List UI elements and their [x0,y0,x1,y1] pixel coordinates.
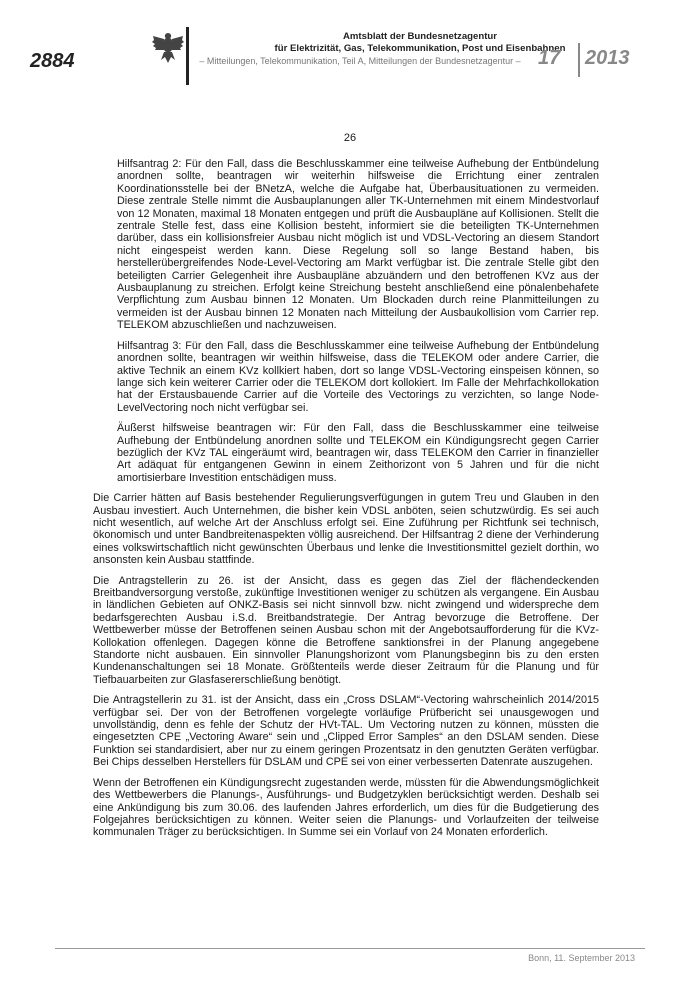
footer-divider [55,948,645,949]
paragraph-hilfsantrag-3: Hilfsantrag 3: Für den Fall, dass die Beschlusskammer eine teilweise Aufhebung der Entbündelung anordnen sollte, beantragen wir weithin hilfsweise, dass die TELEKOM oder andere Carrier, die aktive Technik an einem KVz kollkiert haben, dort so lange VDSL-Vectoring einspeisen können, so lange sich kein weiterer Carrier oder die TELEKOM dort kollokiert. Im Falle der Mehrfachkollokation hat der Erstausbauende Carrier auf die Vorteile des Vectorings zu verzichten, so lange Node-LevelVectoring noch nicht verfügbar sei. [117,339,599,414]
page-number-center: 26 [343,132,357,144]
paragraph-antragstellerin-26: Die Antragstellerin zu 26. ist der Ansicht, dass es gegen das Ziel der flächendeckenden Breitbandversorgung verstoße, zukünftige Investitionen weniger zu schützen als vergangene. Ein Ausbau in ländlichen Gebieten auf ONKZ-Basis sei nicht sinnvoll bzw. nicht zwingend und widerspreche dem bedarfsgerechten Ausbau i.S.d. Breitbandstrategie. Der Antrag bevorzuge die Betroffene. Der Wettbewerber müsse der Betroffenen seinen Ausbau schon mit der Angebotsaufforderung für die KVz-Kollokation offenlegen. Dagegen könne die Betroffene sanktionsfrei in der Planung angegebene Standorte nicht ausbauen. Ein sinnvoller Planungshorizont vom Planungsbeginn bis zu den ersten Kundenanschaltungen sei 18 Monate. Größtenteils werde dieser Zeitraum für die Planung und für Tiefbauarbeiten zur Glasfasererschließung benötigt. [93,574,599,686]
paragraph-hilfsantrag-2: Hilfsantrag 2: Für den Fall, dass die Beschlusskammer eine teilweise Aufhebung der Entbündelung anordnen sollte, beantragen wir weiterhin hilfsweise die Errichtung einer zentralen Koordinationsstelle bei der BNetzA, welche die Aufgabe hat, Überbausituationen zu vermeiden. Diese zentrale Stelle nimmt die Ausbauplanungen aller TK-Unternehmen mit einem Mindestvorlauf von 12 Monaten, maximal 18 Monaten entgegen und prüft die Ausbaupläne auf Kollisionen. Stellt die zentrale Stelle fest, dass eine Kollision besteht, informiert sie die beteiligten TK-Unternehmen darüber, dass ein kollisionsfreier Ausbau nicht möglich ist und VDSL-Vectoring an diesem Standort nicht eingespeist werden kann. Diese Regelung soll so lange Bestand haben, bis herstellerübergreifendes Node-Level-Vectoring am Markt verfügbar ist. Die zentrale Stelle gibt den beteiligten Carrier Gelegenheit ihre Ausbaupläne abzuändern und den betroffenen KVz aus der Ausbauplanung zu streichen. Erfolgt keine Streichung besteht anschließend eine pönalenbehafete Verpflichtung zum Ausbau binnen 12 Monaten. Um Blockaden durch reine Planmitteilungen zu vermeiden ist der Ausbau binnen 12 Monaten nach Mitteilung der Ausbaukollision vom Carrier rep. TELEKOM abzuschließen und nachzuweisen. [117,158,599,332]
paragraph-carrier: Die Carrier hätten auf Basis bestehender Regulierungsverfügungen in gutem Treu und Glauben in den Ausbau investiert. Auch Unternehmen, die bisher kein VDSL anböten, seien schutzwürdig. Es sei auch nicht wesentlich, auf welche Art der Anschluss erfolgt sei. Eine Zuführung per Richtfunk sei technisch, ökonomisch und unter Bandbreitenaspekten völlig ausreichend. Der Hilfsantrag 2 diene der Verhinderung eines volkswirtschaftlich nicht gewünschten Überbaus und lenke die Investitionsmittel gezielt dorthin, wo ansonsten kein Ausbau stattfinde. [93,492,599,567]
paragraph-kuendigungsrecht: Wenn der Betroffenen ein Kündigungsrecht zugestanden werde, müssten für die Abwendungsmöglichkeit des Wettbewerbers die Planungs-, Ausführungs- und Budgetzyklen berücksichtigt werden. Deshalb sei eine Ankündigung bis zum 30.06. des laufenden Jahres erforderlich, um dies für die Budgetierung des Folgejahres berücksichtigen zu können. Weiter seien die Planungs- und Vorlaufzeiten der teilweise kommunalen Träger zu berücksichtigen. In Summe sei ein Vorlauf von 24 Monaten erforderlich. [93,776,599,839]
journal-title [190,31,650,54]
journal-subtitle: – Mitteilungen, Telekommunikation, Teil A, Mitteilungen der Bundesnetzagentur – [199,56,521,66]
journal-title-line2: für Elektrizität, Gas, Telekommunikation, Post und Eisenbahnen [274,42,566,54]
journal-title-line1: Amtsblatt der Bundesnetzagentur [342,31,498,42]
issue-number: 17 [538,47,561,69]
paragraph-aeusserst-hilfsweise: Äußerst hilfsweise beantragen wir: Für den Fall, dass die Beschlusskammer eine teilweise Aufhebung der Entbündelung anordnen sollte und TELEKOM ein Kündigungsrecht gegen Carrier bezüglich der KVz TAL eingeräumt wird, beantragen wir, dass TELEKOM den Carrier in finanzieller Art adäquat für entgangenen Gewinn in einem Zeithorizont von 5 Jahren und für die nicht amortisierbare Investition entschädigen muss. [117,422,599,484]
federal-eagle-icon [151,30,185,66]
header-divider-right [578,43,580,77]
footer-place-date: Bonn, 11. September 2013 [528,953,635,963]
document-body [93,158,599,847]
header-page-number: 2884 [30,50,75,72]
header-divider-left [186,27,189,85]
paragraph-antragstellerin-31: Die Antragstellerin zu 31. ist der Ansicht, dass ein „Cross DSLAM“-Vectoring wahrscheinlich 2014/2015 verfügbar sei. Der von der Betroffenen vorgelegte vorläufige Prüfbericht sei unausgewogen und unvollständig, denn es fehle der Schutz der HVt-TAL. Um Vectoring nutzen zu können, müssten die eingesetzten CPE „Vectoring Aware“ sein und „Clipped Error Samples“ an den DSLAM senden. Diese Funktion sei standardisiert, aber nur zu einem geringen Prozentsatz in den genutzten Geräten verfügbar. Bei Chips desselben Herstellers für DSLAM und CPE sei von einer verbesserten Datenrate auszugehen. [93,694,599,769]
issue-year: 2013 [585,47,630,69]
